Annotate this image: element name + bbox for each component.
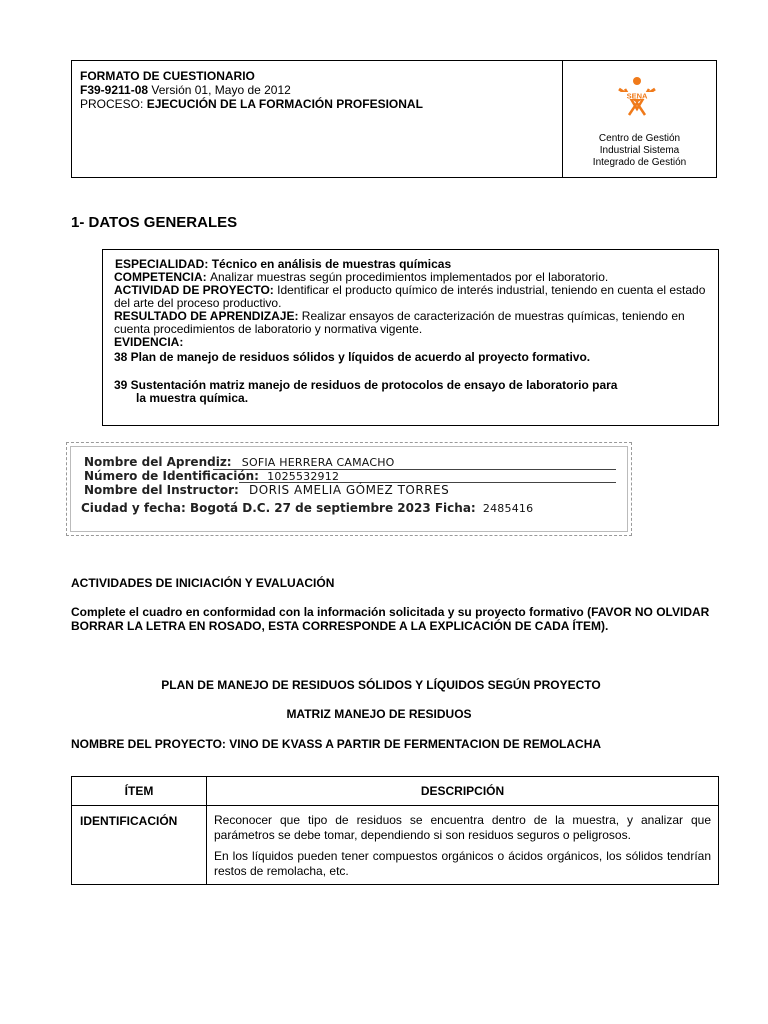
actividades-title: ACTIVIDADES DE INICIACIÓN Y EVALUACIÓN	[71, 576, 335, 590]
center-name-line: Centro de Gestión	[598, 133, 681, 144]
especialidad-label: ESPECIALIDAD:	[115, 257, 212, 271]
especialidad-value: Técnico en análisis de muestras químicas	[211, 257, 452, 271]
header-logo-cell	[563, 61, 716, 177]
nombre-aprendiz-row	[84, 455, 395, 469]
row-item: IDENTIFICACIÓN	[72, 806, 207, 885]
matriz-table	[71, 776, 719, 885]
document-header	[71, 60, 717, 178]
instructions-line-2: BORRAR LA LETRA EN ROSADO, ESTA CORRESPONDE A LA EXPLICACIÓN DE CADA ÍTEM).	[71, 619, 609, 633]
sena-logo-icon	[615, 75, 659, 119]
row-description	[207, 806, 719, 885]
resultado-label: RESULTADO DE APRENDIZAJE:	[114, 309, 302, 323]
format-version: Versión 01, Mayo de 2012	[148, 83, 291, 97]
center-name-line: Industrial Sistema	[599, 145, 680, 156]
instructions-line-1: Complete el cuadro en conformidad con la información solicitada y su proyecto formativo (FAVOR NO OLVIDAR	[71, 605, 710, 619]
identificacion-row	[84, 469, 339, 483]
competencia-label: COMPETENCIA:	[114, 270, 210, 284]
description-paragraph: En los líquidos pueden tener compuestos orgánicos o ácidos orgánicos, los sólidos tendrían restos de remolacha, etc.	[214, 849, 711, 878]
section-title: 1- DATOS GENERALES	[71, 214, 238, 231]
competencia-value: Analizar muestras según procedimientos implementados por el laboratorio.	[210, 270, 609, 284]
svg-text:SENA: SENA	[626, 91, 648, 101]
identificacion-value[interactable]: 1025532912	[267, 470, 340, 483]
ficha-value[interactable]: 2485416	[482, 502, 534, 515]
plan-title: PLAN DE MANEJO DE RESIDUOS SÓLIDOS Y LÍQUIDOS SEGÚN PROYECTO	[161, 678, 601, 692]
table-row	[72, 806, 719, 885]
resultado-value: Realizar ensayos de caracterización de muestras químicas, teniendo en cuenta procedimientos de laboratorio y normativa vigente.	[114, 309, 685, 336]
evidencia-label: EVIDENCIA:	[114, 335, 184, 349]
actividad-label: ACTIVIDAD DE PROYECTO:	[114, 283, 278, 297]
nombre-aprendiz-value[interactable]: SOFIA HERRERA CAMACHO	[241, 456, 395, 469]
format-code-line	[80, 83, 562, 97]
process-line	[80, 97, 562, 111]
ciudad-fecha-row	[81, 501, 533, 515]
resultado-line	[114, 310, 708, 336]
evidencia-item-38: 38 Plan de manejo de residuos sólidos y líquidos de acuerdo al proyecto formativo.	[114, 350, 591, 364]
evidencia-item-39: 39 Sustentación matriz manejo de residuos de protocolos de ensayo de laboratorio para	[114, 378, 618, 392]
actividad-line	[114, 284, 708, 310]
table-header-row	[72, 777, 719, 806]
process-value: EJECUCIÓN DE LA FORMACIÓN PROFESIONAL	[146, 97, 423, 111]
matriz-title: MATRIZ MANEJO DE RESIDUOS	[286, 707, 472, 721]
instructor-label: Nombre del Instructor:	[84, 483, 239, 497]
description-paragraph: Reconocer que tipo de residuos se encuentra dentro de la muestra, y analizar que parámetros se debe tomar, dependiendo si son residuos seguros o peligrosos.	[214, 813, 711, 842]
project-name: NOMBRE DEL PROYECTO: VINO DE KVASS A PARTIR DE FERMENTACION DE REMOLACHA	[71, 737, 602, 751]
student-info-inner	[70, 446, 628, 532]
format-code: F39-9211-08	[80, 83, 149, 97]
evidencia-item-39-cont: la muestra química.	[136, 391, 249, 405]
datos-generales-box	[102, 249, 719, 426]
instructor-row	[84, 483, 449, 497]
instructor-value[interactable]: DORIS AMELIA GÓMEZ TORRES	[248, 483, 450, 497]
nombre-aprendiz-label: Nombre del Aprendiz:	[84, 455, 232, 469]
ciudad-fecha-label: Ciudad y fecha: Bogotá D.C. 27 de septiembre 2023 Ficha:	[81, 501, 476, 515]
actividad-value: Identificar el producto químico de interés industrial, teniendo en cuenta el estado del arte del proceso productivo.	[114, 283, 706, 310]
process-label: PROCESO:	[80, 97, 147, 111]
student-info-box	[66, 442, 632, 536]
identificacion-label: Número de Identificación:	[84, 469, 259, 483]
center-name-line: Integrado de Gestión	[592, 157, 687, 168]
format-title: FORMATO DE CUESTIONARIO	[80, 69, 255, 83]
header-descripcion: DESCRIPCIÓN	[207, 777, 719, 806]
header-format-info	[72, 61, 563, 177]
center-name	[563, 133, 716, 169]
header-item: ÍTEM	[72, 777, 207, 806]
